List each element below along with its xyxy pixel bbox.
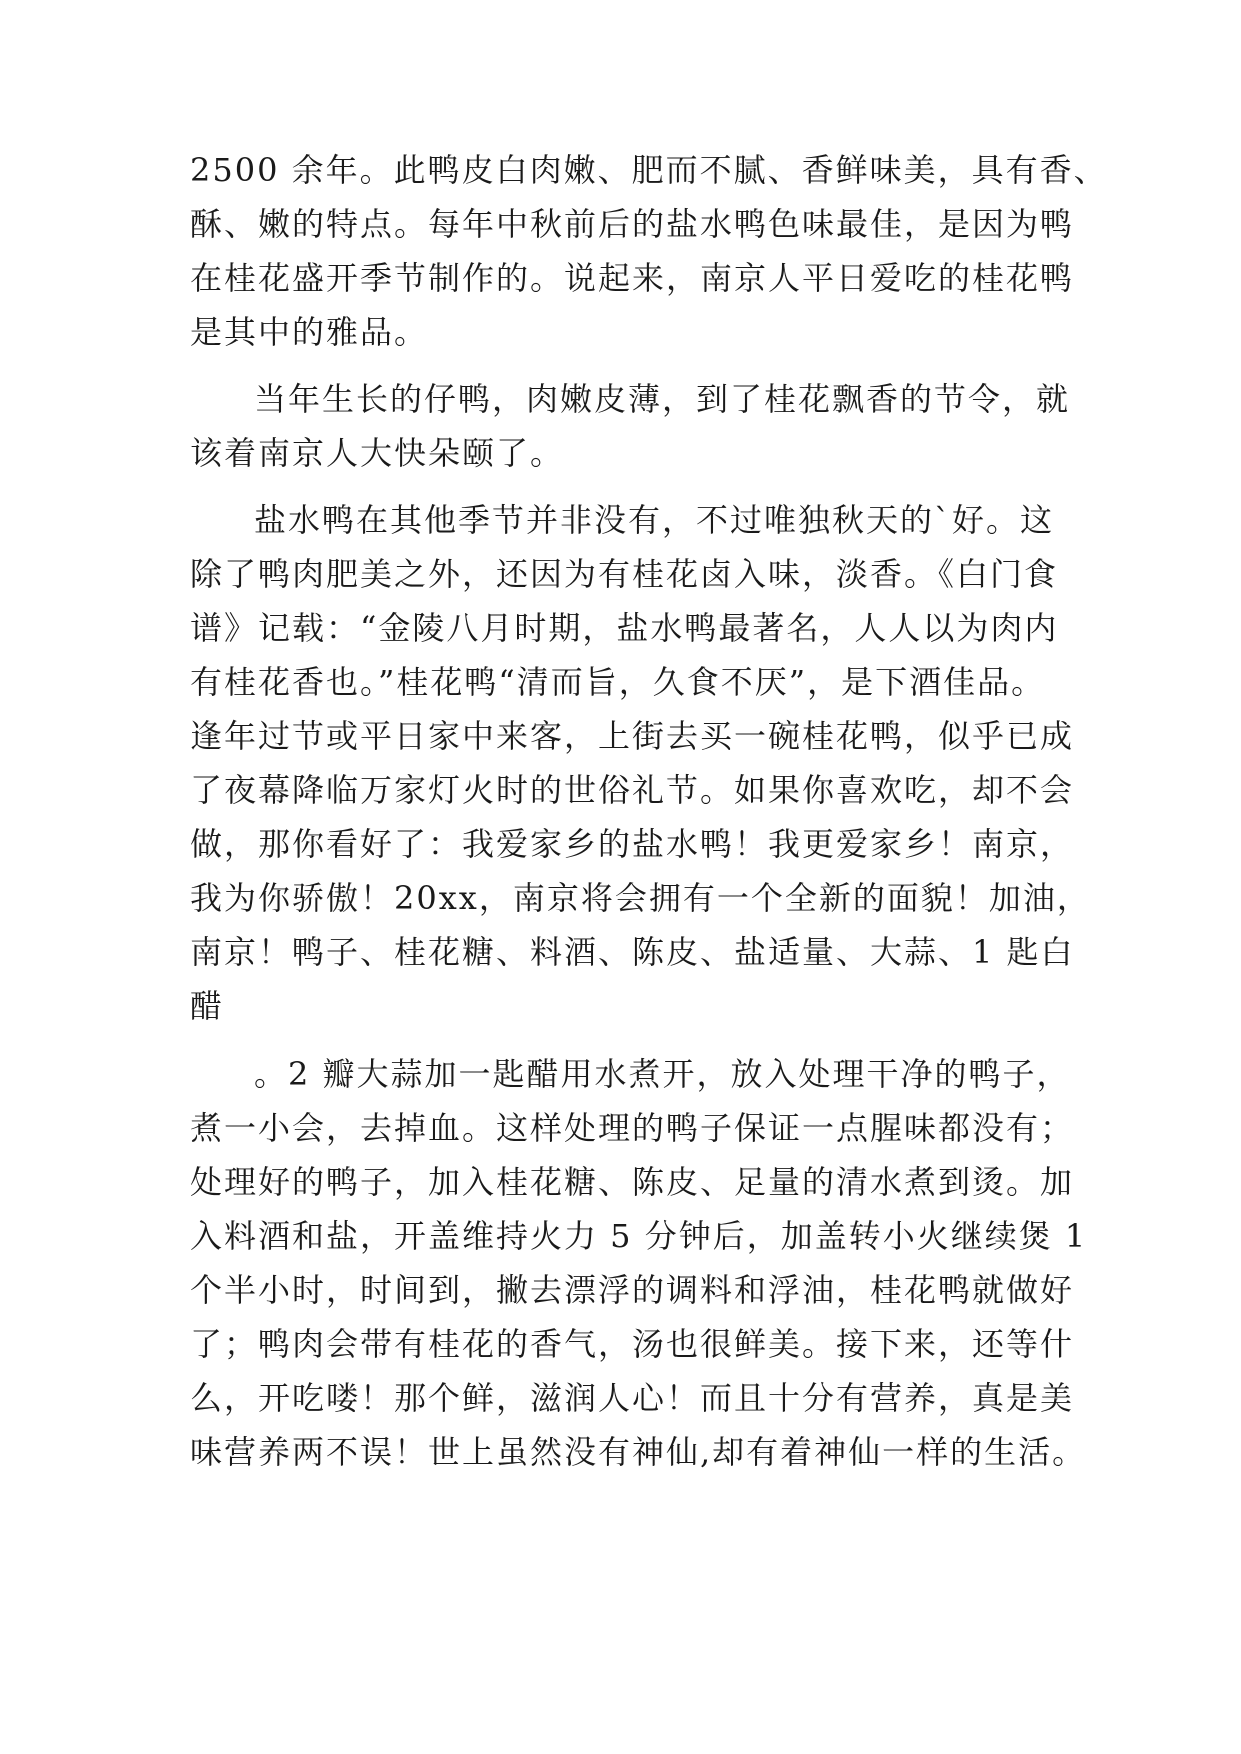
text-line: 是其中的雅品。: [190, 313, 429, 351]
text-line: 个半小时，时间到，撇去漂浮的调料和浮油，桂花鸭就做好: [190, 1271, 1075, 1309]
text-line: 了夜幕降临万家灯火时的世俗礼节。如果你喜欢吃，却不会: [190, 771, 1075, 809]
paragraph-first-line: 盐水鸭在其他季节并非没有，不过唯独秋天的`好。这: [254, 501, 1055, 539]
text-line: 谱》记载：“金陵八月时期，盐水鸭最著名，人人以为肉内: [190, 609, 1059, 647]
text-line: 该着南京人大快朵颐了。: [190, 434, 565, 472]
text-line: 了；鸭肉会带有桂花的香气，汤也很鲜美。接下来，还等什: [190, 1325, 1075, 1363]
text-line: 有桂花香也。”桂花鸭“清而旨，久食不厌”，是下酒佳品。: [190, 663, 1046, 701]
text-line: 处理好的鸭子，加入桂花糖、陈皮、足量的清水煮到烫。加: [190, 1163, 1075, 1201]
paragraph-first-line: 当年生长的仔鸭，肉嫩皮薄，到了桂花飘香的节令，就: [254, 380, 1071, 418]
text-line: 在桂花盛开季节制作的。说起来，南京人平日爱吃的桂花鸭: [190, 259, 1075, 297]
text-line: 煮一小会，去掉血。这样处理的鸭子保证一点腥味都没有；: [190, 1109, 1075, 1147]
text-line: 除了鸭肉肥美之外，还因为有桂花卤入味，淡香。《白门食: [190, 555, 1059, 593]
text-line: 么，开吃喽！那个鲜，滋润人心！而且十分有营养，真是美: [190, 1379, 1075, 1417]
text-line: 酥、嫩的特点。每年中秋前后的盐水鸭色味最佳，是因为鸭: [190, 205, 1075, 243]
text-line: 2500 余年。此鸭皮白肉嫩、肥而不腻、香鲜味美，具有香、: [190, 151, 1108, 189]
text-line: 南京！鸭子、桂花糖、料酒、陈皮、盐适量、大蒜、1 匙白: [190, 933, 1075, 971]
text-line: 我为你骄傲！20xx，南京将会拥有一个全新的面貌！加油，: [190, 879, 1091, 917]
text-line: 做，那你看好了：我爱家乡的盐水鸭！我更爱家乡！南京，: [190, 825, 1075, 863]
text-line: 入料酒和盐，开盖维持火力 5 分钟后，加盖转小火继续煲 1: [190, 1217, 1088, 1255]
text-line: 逢年过节或平日家中来客，上街去买一碗桂花鸭，似乎已成: [190, 717, 1075, 755]
text-line: 醋: [190, 987, 225, 1025]
text-line: 味营养两不误！世上虽然没有神仙,却有着神仙一样的生活。: [190, 1433, 1087, 1471]
paragraph-first-line: 。2 瓣大蒜加一匙醋用水煮开，放入处理干净的鸭子，: [254, 1055, 1071, 1093]
